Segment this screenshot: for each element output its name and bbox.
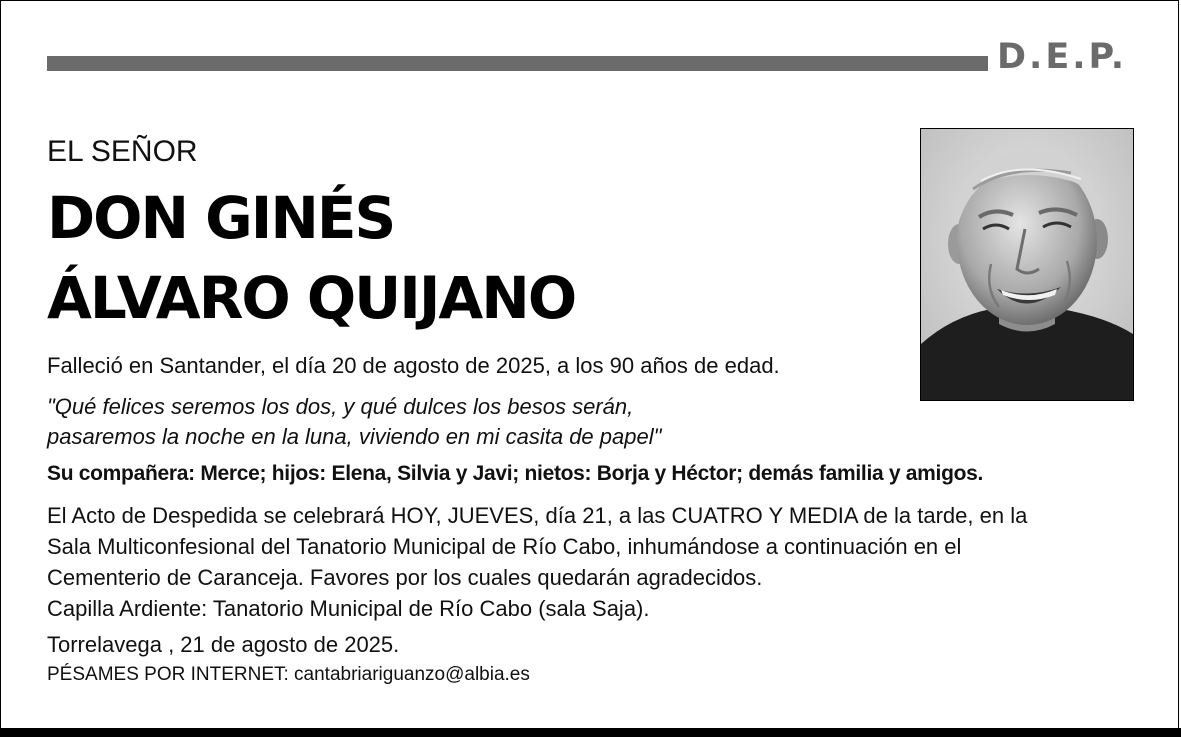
service-line3: Cementerio de Caranceja. Favores por los cuales quedarán agradecidos. (47, 565, 763, 590)
deceased-name-line2: ÁLVARO QUIJANO (47, 264, 576, 332)
family-list: Su compañera: Merce; hijos: Elena, Silvia y Javi; nietos: Borja y Héctor; demás familia y amigos. (47, 462, 984, 485)
place-date: Torrelavega , 21 de agosto de 2025. (47, 632, 400, 657)
quote-line1: "Qué felices seremos los dos, y qué dulces los besos serán, (47, 394, 634, 419)
service-line1: El Acto de Despedida se celebrará HOY, JUEVES, día 21, a las CUATRO Y MEDIA de la tarde, en la (47, 503, 1028, 528)
dep-mark: D.E.P. (997, 37, 1128, 77)
condolences-line: PÉSAMES POR INTERNET: cantabriariguanzo@albia.es (47, 664, 530, 685)
portrait-illustration (921, 129, 1133, 400)
deceased-name-line1: DON GINÉS (47, 184, 395, 252)
portrait-photo (920, 128, 1134, 401)
quote (47, 392, 661, 452)
honorific: EL SEÑOR (47, 135, 198, 168)
service-line4: Capilla Ardiente: Tanatorio Municipal de Río Cabo (sala Saja). (47, 596, 650, 621)
header-rule (47, 56, 988, 71)
service-line2: Sala Multiconfesional del Tanatorio Municipal de Río Cabo, inhumándose a continuación en el (47, 534, 962, 559)
death-notice: Falleció en Santander, el día 20 de agosto de 2025, a los 90 años de edad. (47, 353, 780, 378)
bottom-border (0, 728, 1181, 737)
quote-line2: pasaremos la noche en la luna, viviendo en mi casita de papel" (47, 424, 662, 449)
service-details (47, 500, 1027, 624)
